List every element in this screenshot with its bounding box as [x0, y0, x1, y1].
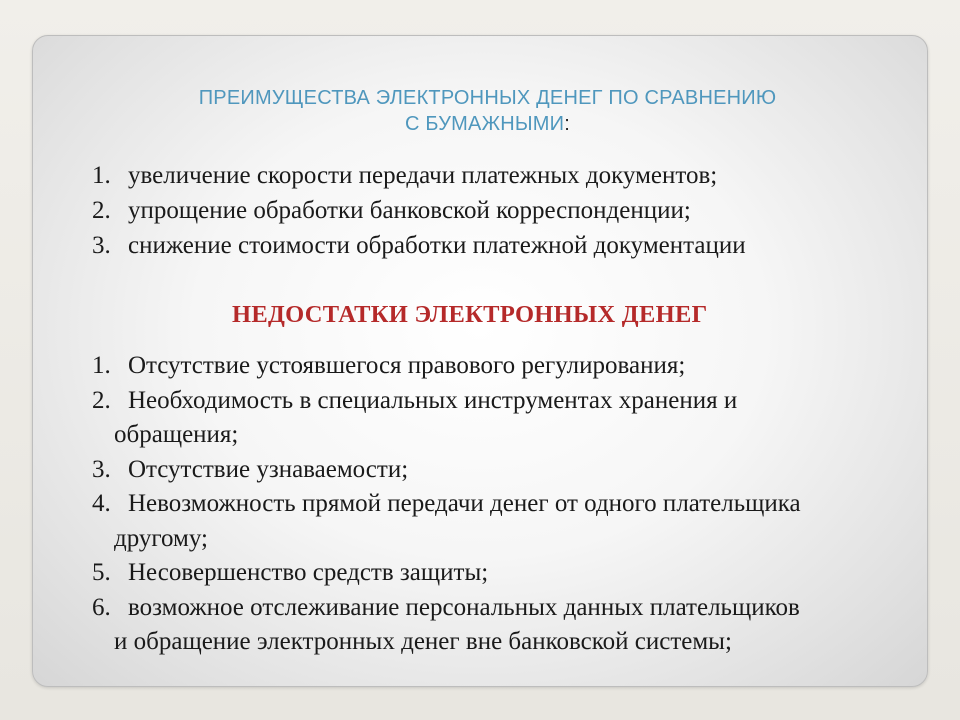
advantages-heading-line2 — [0, 111, 960, 137]
advantages-list-item — [92, 193, 746, 228]
list-item-text: снижение стоимости обработки платежной документации — [128, 232, 746, 259]
advantages-list-item — [92, 228, 746, 263]
list-item-number: 2. — [92, 386, 111, 414]
list-item-number: 5. — [92, 559, 111, 586]
list-item-number: 1. — [92, 352, 111, 379]
list-item-number: 3. — [92, 455, 111, 483]
disadvantages-heading: НЕДОСТАТКИ ЭЛЕКТРОННЫХ ДЕНЕГ — [232, 301, 708, 328]
disadvantages-list-item — [92, 453, 801, 488]
list-item-number: 4. — [92, 490, 111, 517]
advantages-heading-line2-text: С БУМАЖНЫМИ — [405, 113, 565, 135]
disadvantages-list-item — [92, 349, 801, 384]
list-item-text: возможное отслеживание персональных данных плательщиков — [128, 593, 800, 621]
list-item-text: увеличение скорости передачи платежных документов; — [128, 162, 718, 189]
list-item-text: Необходимость в специальных инструментах хранения и — [128, 386, 738, 414]
disadvantages-list-item — [92, 384, 801, 453]
disadvantages-list — [92, 349, 801, 660]
list-item-text: Невозможность прямой передачи денег от одного плательщика — [128, 490, 801, 517]
advantages-list — [92, 158, 746, 263]
list-item-number: 3. — [92, 232, 111, 259]
list-item-text: Несовершенство средств защиты; — [128, 559, 489, 586]
list-item-number: 2. — [92, 197, 111, 224]
disadvantages-list-item — [92, 556, 801, 591]
list-item-number: 1. — [92, 162, 111, 189]
disadvantages-list-item — [92, 591, 801, 660]
advantages-list-item — [92, 158, 746, 193]
list-item-continuation: и обращение электронных денег вне банковской системы; — [114, 628, 732, 655]
advantages-heading-line1: ПРЕИМУЩЕСТВА ЭЛЕКТРОННЫХ ДЕНЕГ ПО СРАВНЕНИЮ — [198, 87, 777, 109]
list-item-text: Отсутствие устоявшегося правового регулирования; — [128, 352, 686, 379]
list-item-number: 6. — [92, 593, 111, 621]
list-item-continuation: другому; — [114, 524, 208, 552]
list-item-text: Отсутствие узнаваемости; — [128, 455, 409, 483]
list-item-text: упрощение обработки банковской корреспонденции; — [128, 197, 691, 224]
advantages-heading-colon: : — [564, 113, 570, 135]
disadvantages-list-item — [92, 487, 801, 556]
advantages-heading — [0, 85, 960, 137]
list-item-continuation: обращения; — [114, 421, 239, 448]
